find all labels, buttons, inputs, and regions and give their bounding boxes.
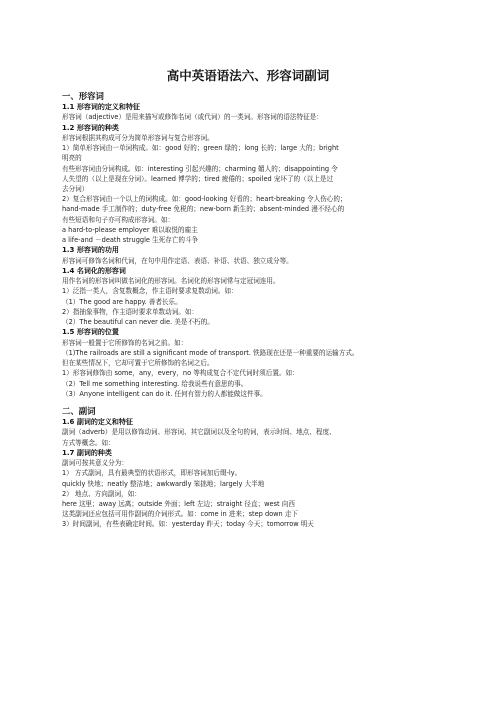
document-title: 高中英语语法六、形容词副词 <box>166 68 330 83</box>
body-text-line: 形容词一般置于它所修饰的名词之前。如： <box>62 338 188 347</box>
body-text-line: 方式等概念。如： <box>62 438 115 447</box>
body-text-line: 这类副词还应包括可用作副词的介词形式。如：come in 进来；step down 走下 <box>62 510 299 519</box>
section-heading: 一、形容词 <box>62 91 104 101</box>
body-text-line: 副词可按其意义分为： <box>62 459 128 468</box>
subsection-heading: 1.6 副词的定义和特征 <box>62 417 133 426</box>
body-text-line: 用作名词的形容词叫做名词化的形容词。名词化的形容词常与定冠词连用。 <box>62 277 280 286</box>
body-text-line: 2）复合形容词由一个以上的词构成。如：good-looking 好看的；heart-breaking 令人伤心的； <box>62 195 347 204</box>
body-text-line: 有些短语和句子亦可构成形容词。如： <box>62 215 175 224</box>
body-text-line: 明亮的 <box>62 154 82 163</box>
body-text-line: 2）指抽象事物，作主语时要求单数动词。如： <box>62 307 199 316</box>
body-text-line: 形容词根据其构成可分为简单形容词与复合形容词。 <box>62 134 214 143</box>
body-text-line: （2）Tell me something interesting. 给我说些有意思的事。 <box>62 379 248 388</box>
subsection-heading: 1.4 名词化的形容词 <box>62 266 126 275</box>
body-text-line: 人失望的（以上是现在分词）。learned 博学的；tired 疲倦的；spoiled 宠坏了的（以上是过 <box>62 174 334 183</box>
body-text-line: 1）简单形容词由一单词构成。如：good 好的；green 绿的；long 长的；large 大的；bright <box>62 144 339 153</box>
body-text-line: 形容词可修饰名词和代词，在句中用作定语、表语、补语、状语、独立成分等。 <box>62 256 293 265</box>
body-text-line: （1)The railroads are still a significant mode of transport. 铁路现在还是一种重要的运输方式。 <box>62 348 359 357</box>
body-text-line: 1） 方式副词，具有最典型的状语形式，即形容词加后缀-ly。 <box>62 469 242 478</box>
document-body <box>62 90 434 530</box>
body-text-line: a life-and －death struggle 生死存亡的斗争 <box>62 236 199 245</box>
subsection-heading: 1.3 形容词的功用 <box>62 246 119 255</box>
body-text-line: （1）The good are happy. 善者长乐。 <box>62 297 182 306</box>
body-text-line: 去分词） <box>62 185 89 194</box>
body-text-line: （2）The beautiful can never die. 美是不朽的。 <box>62 318 214 327</box>
body-text-line: 但在某些情况下，它却可置于它所修饰的名词之后。 <box>62 359 214 368</box>
subsection-heading: 1.5 形容词的位置 <box>62 328 119 337</box>
body-text-line: 副词（adverb）是用以修饰动词、形容词、其它副词以及全句的词，表示时间、地点、程度、 <box>62 428 336 437</box>
body-text-line: 1）形容词修饰由 some，any，every，no 等构成复合不定代词时须后置。如： <box>62 369 299 378</box>
body-text-line: 形容词（adjective）是用来描写或修饰名词（或代词）的一类词。形容词的语法特征是： <box>62 113 323 122</box>
body-text-line: hand-made 手工制作的；duty-free 免税的；new-born 新生的；absent-minded 漫不经心的 <box>62 205 345 214</box>
body-text-line: 有些形容词由分词构成。如：interesting 引起兴趣的；charming 媚人的；disappointing 令 <box>62 164 338 173</box>
body-text-line: （3）Anyone intelligent can do it. 任何有智力的人都能做这件事。 <box>62 389 267 398</box>
body-text-line: quickly 快地；neatly 整洁地；awkwardly 笨拙地；largely 大半地 <box>62 479 265 488</box>
subsection-heading: 1.7 副词的种类 <box>62 448 112 457</box>
body-text-line: a hard-to-please employer 难以取悦的雇主 <box>62 225 198 234</box>
section-heading: 二、副词 <box>62 405 96 416</box>
body-text-line: 2） 地点、方向副词，如： <box>62 489 141 498</box>
subsection-heading: 1.2 形容词的种类 <box>62 123 119 132</box>
body-text-line: here 这里；away 远离；outside 外面；left 左边；straight 径直；west 向西 <box>62 499 295 508</box>
body-text-line: 1）泛指一类人，含复数概念，作主语时要求复数动词。如： <box>62 287 238 296</box>
body-text-line: 3）时间副词，有些表确定时间。如：yesterday 昨天；today 今天；tomorrow 明天 <box>62 520 314 529</box>
subsection-heading: 1.1 形容词的定义和特征 <box>62 103 140 111</box>
